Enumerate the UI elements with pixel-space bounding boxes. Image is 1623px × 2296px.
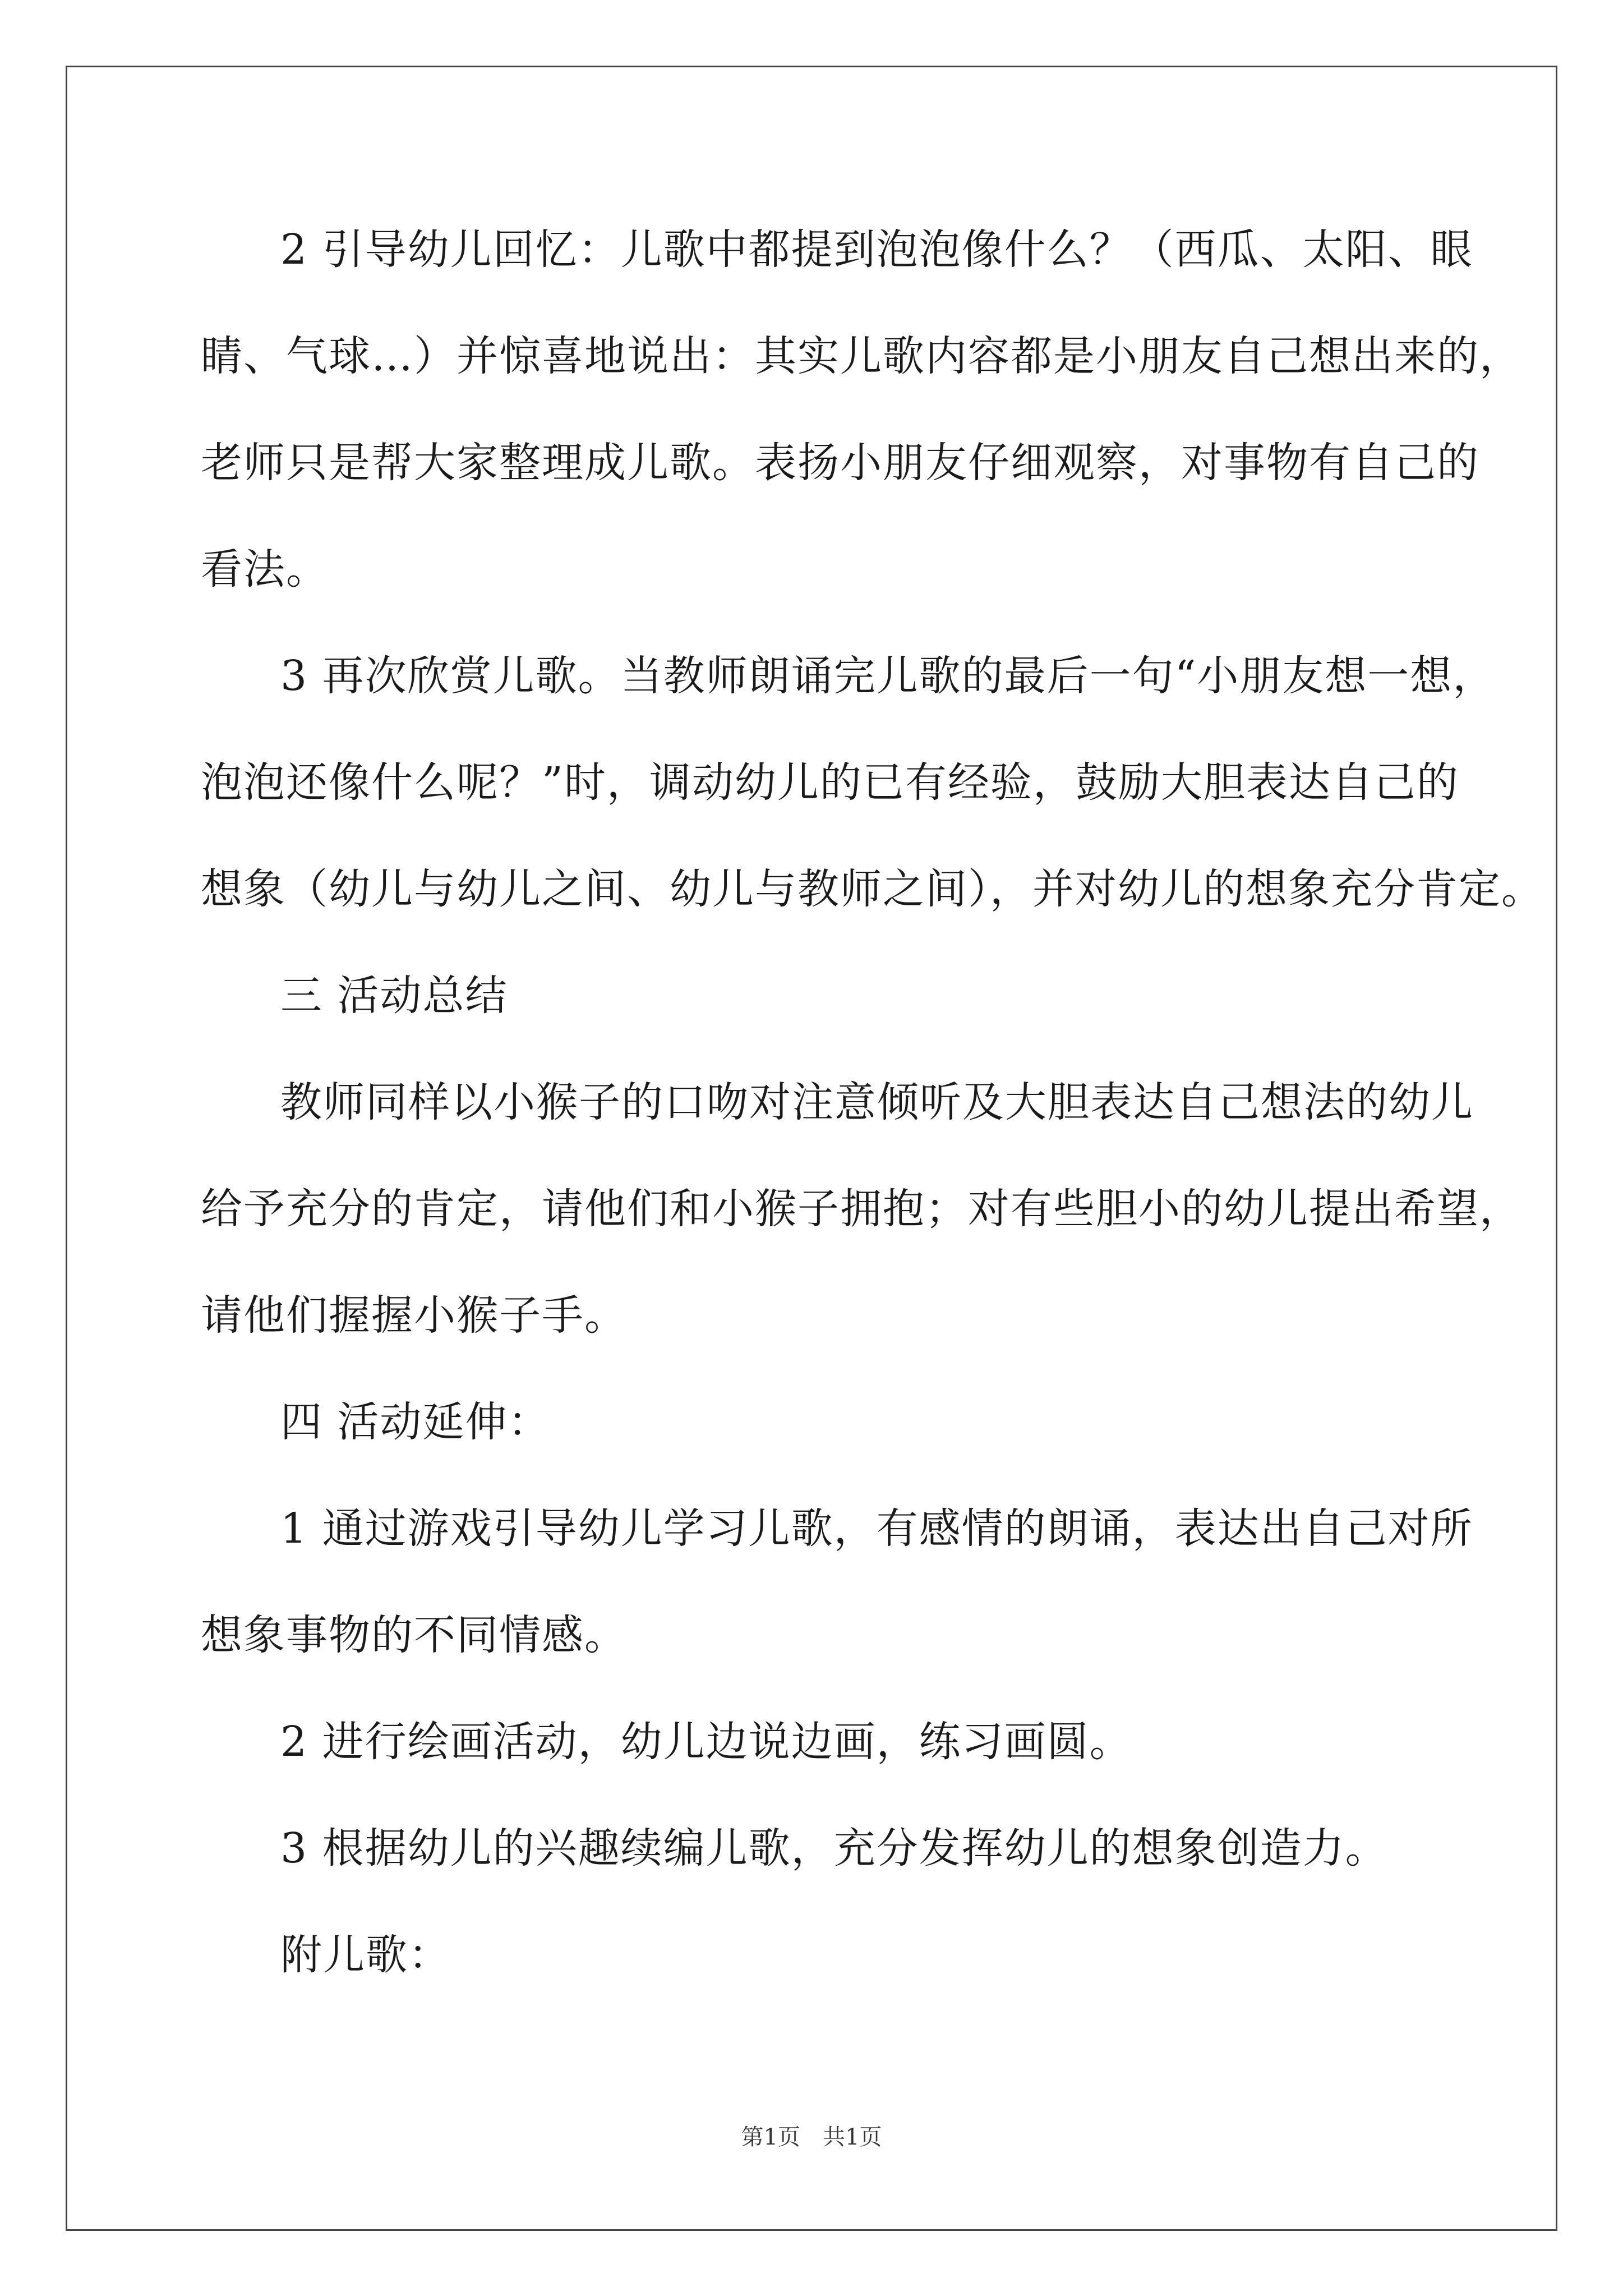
paragraph-line: 3 根据幼儿的兴趣续编儿歌，充分发挥幼儿的想象创造力。	[280, 1824, 1388, 1872]
paragraph-line: 想象事物的不同情感。	[201, 1611, 627, 1659]
paragraph-line: 请他们握握小猴子手。	[201, 1291, 627, 1340]
paragraph-line: 3 再次欣赏儿歌。当教师朗诵完儿歌的最后一句“小朋友想一想，	[280, 652, 1496, 700]
paragraph-line: 教师同样以小猴子的口吻对注意倾听及大胆表达自己想法的幼儿	[280, 1078, 1474, 1126]
paragraph-line: 泡泡还像什么呢？”时，调动幼儿的已有经验，鼓励大胆表达自己的	[201, 758, 1459, 807]
paragraph-line: 想象（幼儿与幼儿之间、幼儿与教师之间），并对幼儿的想象充分肯定。	[201, 865, 1544, 913]
page-number-footer: 第1页 共1页	[741, 2124, 882, 2150]
paragraph-line: 2 进行绘画活动，幼儿边说边画，练习画圆。	[280, 1718, 1132, 1766]
paragraph-line: 1 通过游戏引导幼儿学习儿歌，有感情的朗诵，表达出自己对所	[280, 1504, 1473, 1553]
paragraph-line: 给予充分的肯定，请他们和小猴子拥抱；对有些胆小的幼儿提出希望，	[201, 1185, 1522, 1233]
section-heading: 三 活动总结	[280, 972, 508, 1020]
paragraph-line: 附儿歌：	[280, 1931, 451, 1979]
paragraph-line: 看法。	[201, 545, 329, 593]
paragraph-line: 2 引导幼儿回忆：儿歌中都提到泡泡像什么？（西瓜、太阳、眼	[280, 226, 1473, 274]
document-body	[201, 213, 1544, 2025]
paragraph-line: 老师只是帮大家整理成儿歌。表扬小朋友仔细观察，对事物有自己的	[201, 439, 1479, 487]
paragraph-line: 睛、气球…）并惊喜地说出：其实儿歌内容都是小朋友自己想出来的，	[201, 332, 1522, 380]
section-heading: 四 活动延伸：	[280, 1398, 551, 1446]
